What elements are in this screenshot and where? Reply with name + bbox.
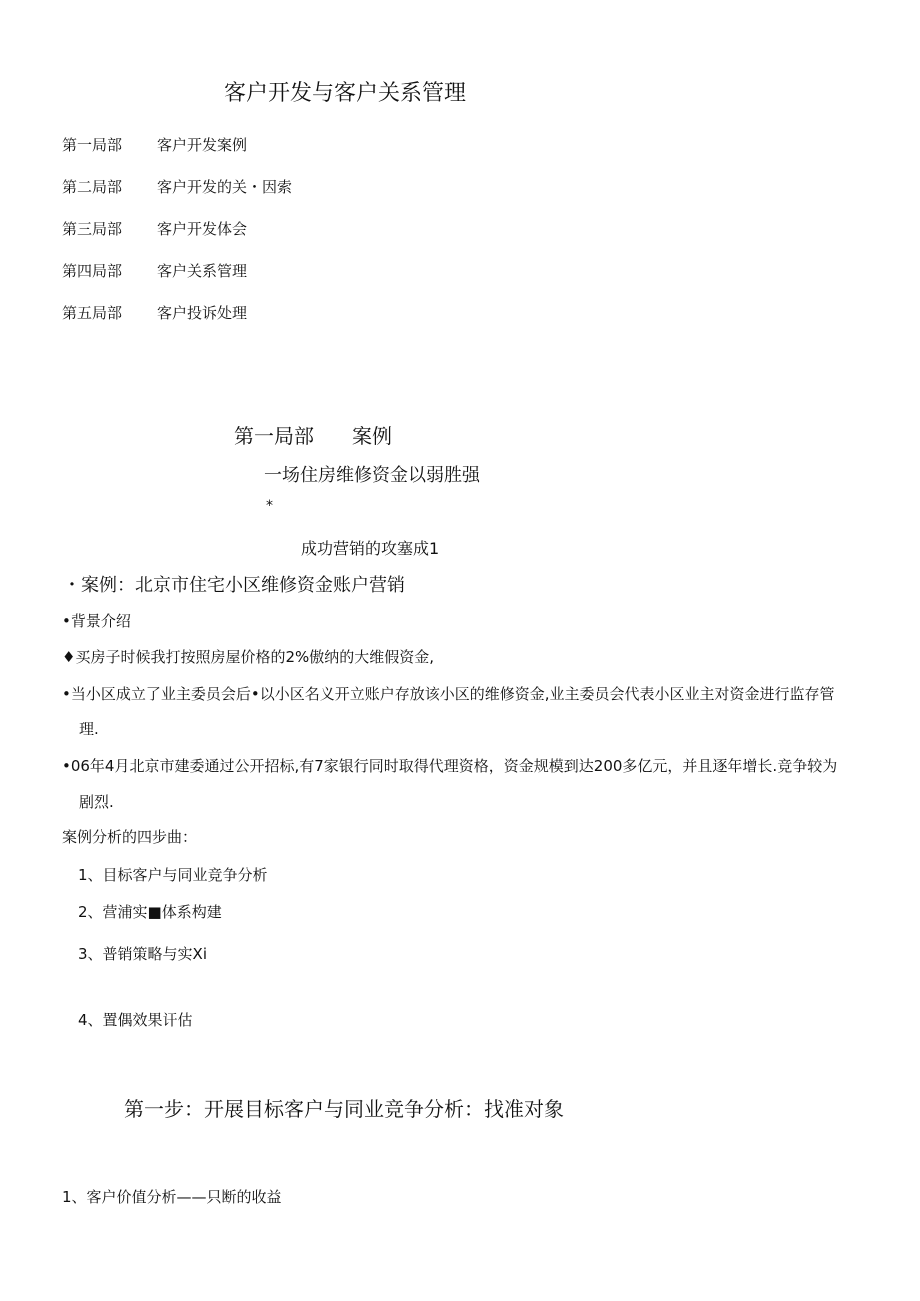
bullet-tender: •06年4月北京市建委通过公开招标,有7家银行同时取得代理资格，资金规模到达200多亿元，并且逐年增长.竞争较为 [62, 757, 838, 775]
section-1-title [234, 420, 392, 449]
document-title: 客户开发与客户关系管理 [224, 81, 467, 106]
toc-text-5: 客户投诉处理 [157, 304, 248, 322]
analysis-heading: 案例分析的四步曲： [62, 828, 198, 846]
customer-value-item: 1、客户价值分析——只断的收益 [62, 1188, 282, 1206]
step-item-2: 2、营浦实■体系构建 [78, 903, 222, 921]
toc-text-1: 客户开发案例 [157, 136, 248, 154]
toc-part-3: 第三局部 [62, 220, 123, 238]
case-subtitle: 一场住房维修资金以弱胜强 [264, 465, 480, 486]
toc-part-1: 第一局部 [62, 136, 123, 154]
toc-text-4: 客户关系管理 [157, 262, 248, 280]
section-1-label: 案例 [352, 424, 392, 448]
bullet-committee-continued: 理. [79, 720, 99, 738]
bullet-background: •背景介绍 [62, 612, 131, 630]
bullet-committee: •当小区成立了业主委员会后•以小区名义开立账户存放该小区的维修资金,业主委员会代表小区业主对资金进行监存管 [62, 685, 835, 703]
star-mark: * [266, 498, 273, 514]
case-subtitle-2: 成功营销的攻塞成1 [301, 539, 440, 558]
toc-part-4: 第四局部 [62, 262, 123, 280]
bullet-tender-continued: 剧烈. [79, 793, 114, 811]
step-1-title: 第一步：开展目标客户与同业竞争分析：找准对象 [124, 1097, 564, 1121]
toc-part-5: 第五局部 [62, 304, 123, 322]
case-heading: ・案例：北京市住宅小区维修资金账户营销 [63, 575, 405, 596]
toc-part-2: 第二局部 [62, 178, 123, 196]
step-item-3: 3、普销策略与实Xi [78, 945, 207, 963]
toc-text-3: 客户开发体会 [157, 220, 248, 238]
step-item-1: 1、目标客户与同业竞争分析 [78, 866, 268, 884]
section-1-part: 第一局部 [234, 424, 314, 448]
toc-text-2: 客户开发的关・因索 [157, 178, 293, 196]
bullet-purchase: ♦买房子时候我打按照房屋价格的2%傲纳的大维假资金, [62, 648, 435, 666]
step-item-4: 4、置偶效果讦估 [78, 1011, 193, 1029]
